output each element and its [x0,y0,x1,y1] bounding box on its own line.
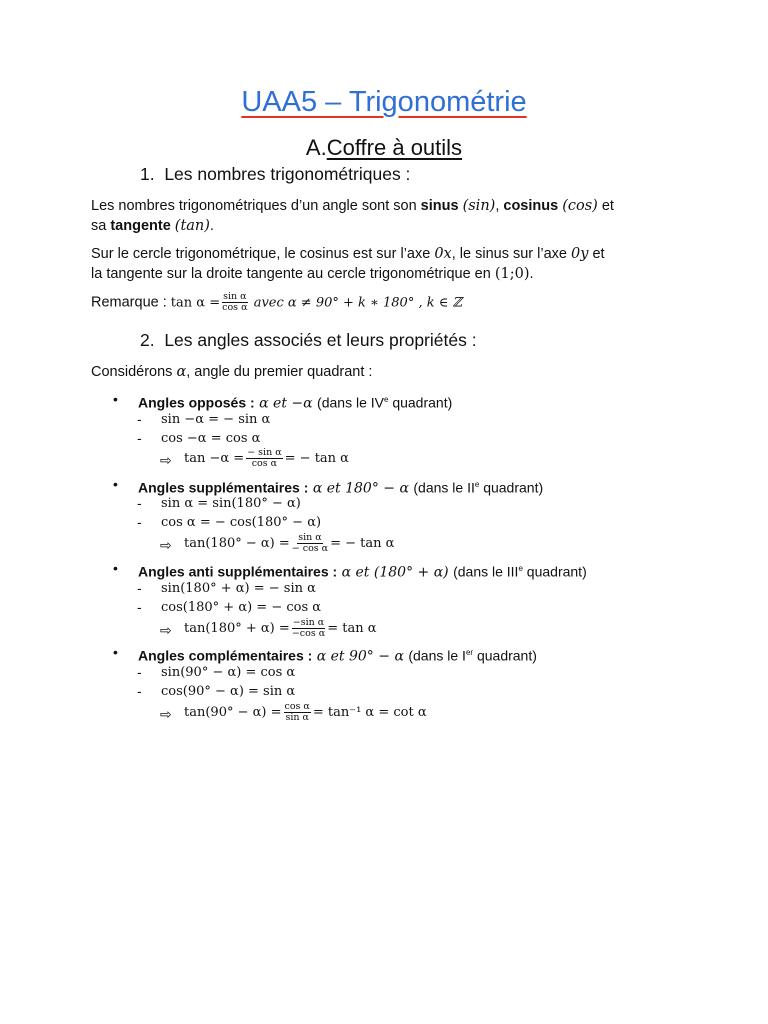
text: sa [91,218,111,234]
formula-cos: cos(90° − α) = sin α [161,684,296,699]
subsection-2-heading: 2. Les angles associés et leurs propriétés : [140,330,477,350]
group-angles: α et 180° − α [308,480,414,497]
group-label: Angles opposés : [138,394,255,411]
text: quadrant) [522,563,587,580]
formula-cos: cos(180° + α) = − cos α [161,600,322,615]
text: , [495,198,504,214]
tan-rhs: = tan⁻¹ α = cot α [312,705,427,720]
bullet-icon: • [113,644,118,660]
implies-arrow-icon: ⇨ [160,452,172,468]
fraction-numerator: sin α [298,532,322,543]
term-tangente: tangente [110,218,171,234]
bullet-icon: • [113,560,118,576]
tan-lhs: tan(180° − α) = [184,536,290,551]
formula-tan [184,618,377,639]
text: (dans le I [408,647,466,664]
dash-icon: - [137,664,142,680]
math-sin: (sin) [462,198,496,214]
math-cos: (cos) [562,198,598,214]
tan-lhs: tan(90° − α) = [184,705,282,720]
implies-arrow-icon: ⇨ [160,537,172,553]
math-alpha: α [176,364,187,380]
tan-fraction [292,533,328,554]
text: . [209,218,214,234]
subsection-1-heading: 1. Les nombres trigonométriques : [140,164,411,184]
remark [91,292,681,313]
tan-fraction [292,618,325,639]
bullet-icon: • [113,476,118,492]
implies-arrow-icon: ⇨ [160,622,172,638]
superscript: e [518,564,523,573]
group-angles: α et 90° − α [312,648,409,665]
tan-fraction [246,448,282,469]
math-axis-ox: 0x [434,246,452,262]
text: quadrant) [388,394,453,411]
fraction-denominator: cos α [222,302,248,313]
dash-icon: - [137,580,142,596]
text: (dans le IV [317,394,384,411]
formula-tan [184,702,427,723]
dash-icon: - [137,430,142,446]
fraction-numerator: cos α [284,701,310,712]
superscript: e [474,480,480,489]
dash-icon: - [137,683,142,699]
tan-rhs: = − tan α [330,536,395,551]
text: quadrant) [479,479,544,496]
formula-sin: sin(180° + α) = − sin α [161,581,316,596]
text: (dans le III [453,563,519,580]
term-cosinus: cosinus [503,198,559,214]
group-angles: α et −α [254,395,318,412]
fraction-denominator: sin α [285,712,309,723]
formula-cos: cos α = − cos(180° − α) [161,515,322,530]
term-sinus: sinus [420,198,459,214]
tan-fraction [284,702,311,723]
math-point: (1;0) [494,266,530,282]
implies-arrow-icon: ⇨ [160,706,172,722]
page-title: UAA5 – Trigonométrie [241,86,527,118]
superscript: er [465,648,474,657]
formula-tan [184,448,349,469]
paragraph-definition [91,196,681,236]
text: , le sinus sur l’axe [451,246,572,262]
text: . [529,266,534,282]
tan-rhs: = tan α [327,621,377,636]
superscript: e [383,395,389,404]
group-label: Angles complémentaires : [138,647,313,664]
tan-lhs: tan −α = [184,451,245,466]
group-label: Angles anti supplémentaires : [138,563,338,580]
text: Les nombres trigonométriques d’un angle sont son [91,198,421,214]
fraction-numerator: −sin α [292,617,325,628]
text: et [597,198,614,214]
text: (dans le II [413,479,475,496]
group-angles: α et (180° + α) [337,564,454,581]
fraction-numerator: − sin α [247,447,282,458]
remark-label: Remarque : [91,294,171,311]
dash-icon: - [137,514,142,530]
dash-icon: - [137,411,142,427]
bullet-icon: • [113,391,118,407]
group-label: Angles supplémentaires : [138,479,309,496]
dash-icon: - [137,599,142,615]
remark-lhs: tan α = [170,295,221,311]
math-tan: (tan) [174,218,210,234]
paragraph-consider [91,362,681,382]
tan-lhs: tan(180° + α) = [184,621,290,636]
remark-condition: avec α ≠ 90° + k ∗ 180° , k ∈ ℤ [249,295,462,311]
formula-cos: cos −α = cos α [161,431,261,446]
math-axis-oy: 0y [571,246,589,262]
fraction-denominator: − cos α [291,543,329,554]
group-heading [138,560,587,582]
text: Considérons [91,364,177,380]
text: et [588,246,605,262]
fraction-denominator: cos α [251,458,278,469]
text: , angle du premier quadrant : [186,364,373,380]
section-a-heading [0,135,768,161]
formula-tan [184,533,394,554]
text: quadrant) [473,647,537,664]
dash-icon: - [137,495,142,511]
formula-sin: sin α = sin(180° − α) [161,496,301,511]
fraction-denominator: −cos α [291,628,326,639]
text: la tangente sur la droite tangente au cercle trigonométrique en [91,266,495,282]
section-letter: A. [305,135,327,160]
group-heading [138,391,452,413]
formula-sin: sin −α = − sin α [161,412,271,427]
paragraph-circle [91,244,681,284]
fraction-numerator: sin α [223,291,247,302]
group-heading [138,644,537,666]
tan-rhs: = − tan α [284,451,349,466]
text: Sur le cercle trigonométrique, le cosinus est sur l’axe [91,246,435,262]
formula-sin: sin(90° − α) = cos α [161,665,296,680]
remark-fraction [222,292,247,313]
section-label: Coffre à outils [326,135,463,160]
